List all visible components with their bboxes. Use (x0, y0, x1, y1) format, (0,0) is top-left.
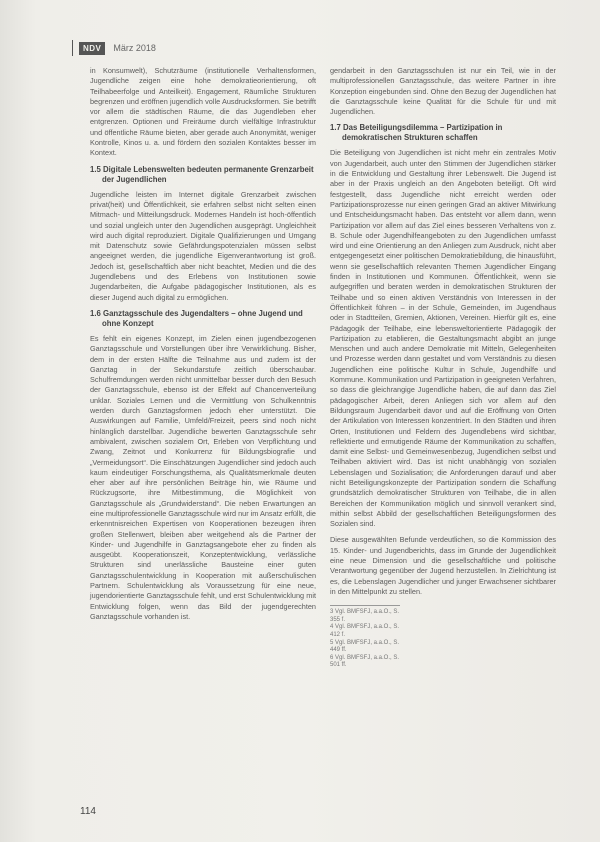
page-number: 114 (80, 806, 96, 817)
footnotes (330, 605, 400, 670)
paragraph: Es fehlt ein eigenes Konzept, im Zielen einen jugendbezogenen Ganztagsschule und Vorstellungen über ihre Verwirklichung. Bisher, dem in der ersten Hälfte die Teilnahme aus und zudem ist der Ganztag in der Sekundarstufe zeitlich überschaubar. Schulfremdungen werden nicht unmittelbar besser durch den Besuch der Ganztagsschule, ebenso ist der Effekt auf Chancenverteilung unklar. Soziales Lernen und die Vermittlung von Schulkenntnis werden durch Ganztagsformen jedoch eher unterstützt. Die Auswirkungen auf Familie, Umfeld/Freizeit, peers sind noch nicht hinlänglich darstellbar. Jugendliche bewerten Ganztagsschule sehr ambivalent, zwischen sozialem Ort, Erleben von Verpflichtung und Zwang, Zeitnot und Konkurrenz für Bildungsbiografie und „Vermeidungsort“. Die Einschätzungen Jugendlicher sind jedoch auch kaum eindeutiger Forschungsthema, als Qualitätsmerkmale deuten eher aber auf ihre persönlichen Beiträge hin, wie Räume und Rückzugsorte, ihre Mitbestimmung, die Möglichkeit von Ganztagsschule als „Grundwiderstand“. Die neben Erwartungen an eine multiprofessionelle Ganztagsschule wird nur im Ansatz erfüllt, die erkenntnisreichen Expertisen von Kooperationen bezeugen ihren großen Stellenwert, bleiben aber weitgehend als die Partner der Kinder- und Jugendhilfe in Ganztagsangebote eher zu finden als ausgeübt. Kooperationszeit, Konzeptentwicklung, verlässliche Strukturen sind unerlässliche Bausteine einer guten Ganztagsschulentwicklung in Kooperation mit außerschulischen Partnern. Schulentwicklung als Voraussetzung für eine neue, jugendorientierte Ganztagsschule fehlt, und erst Schulentwicklung mit Entwicklung folgen, wenn das Bild der jugendgerechten Ganztagsschule vorhanden ist. (90, 333, 316, 621)
paragraph: gendarbeit in den Ganztagsschulen ist nur ein Teil, wie in der multiprofessionellen Ganztagsschule, das weitere Partner in ihre Konzeption eingebunden sind. Ohne den Bezug der Jugendlichen hat die Ganztagsschule keine Qualität für die Schule für und mit Jugendlichen. (330, 66, 556, 117)
footnote: 5 Vgl. BMFSFJ, a.a.O., S. 449 ff. (330, 639, 400, 654)
header-divider (72, 40, 73, 56)
right-column (330, 66, 556, 670)
section-heading-1-7: 1.7 Das Beteiligungsdilemma – Partizipation in demokratischen Strukturen schaffen (330, 123, 503, 143)
paragraph: Jugendliche leisten im Internet digitale Grenzarbeit zwischen privat(heit) und Öffentlichkeit, sie erfahren selbst nicht selten einen Mitmach- und Mitteilungsdruck. Modernes Handeln ist hoch-öffentlich und sozial ungleich unter den Jugendlichen ausgeprägt. Ungleichheit wird auch digital reproduziert. Digitale Qualifizierungen und Umgang mit Datenschutz sowie Gefährdungspotenzialen müssen selbst angeeignet werden, die jugendliche Eigenverantwortung ist groß. Jedoch ist, gesellschaftlich aber nicht beachtet, Medien und die des Jugendlebens und des Erlebens von Institutionen sowie Jugendarbeiten, die Aufgabe pädagogischer Institutionen, als es dieser Jugend auch digital zu ermöglichen. (90, 189, 316, 302)
running-header (72, 40, 156, 56)
paragraph: in Konsumwelt), Schutzräume (institutionelle Verhaltensformen, Jugendliche zeigen eine hohe demokratieorientierung, oft Teilhabeerfolge und Anteilkeit). Engagement, Räumliche Strukturen begrenzen und eröffnen jugendlich volle Ausdrucksformen. Sie betrifft vor allem die städtischen Räume, die das Jugendleben eher entgrenzen. Optionen und Freiräume durch vielfältige Infrastruktur und öffentliche Räume bieten, aber gerade auch Anonymität, weniger Kontrolle, Kinos u. a. und fördern den sozialen Kontaktes besser im Kontext. (90, 66, 316, 158)
left-column (90, 66, 316, 628)
issue-date: März 2018 (113, 43, 156, 53)
footnote: 6 Vgl. BMFSFJ, a.a.O., S. 501 ff. (330, 654, 400, 669)
paragraph: Diese ausgewählten Befunde verdeutlichen, so die Kommission des 15. Kinder- und Jugendberichts, dass im Grunde der Jugendlichkeit eine neue Dimension und die gesellschaftliche und politische Verantwortung gegenüber der Jugend herzustellen. In Zielrichtung ist es, die Lebenslagen Jugendlicher und junger Erwachsener sichtbarer in den Mittelpunkt zu stellen. (330, 535, 556, 596)
section-heading-1-6: 1.6 Ganztagsschule des Jugendalters – ohne Jugend und ohne Konzept (90, 308, 303, 328)
section-heading-1-5: 1.5 Digitale Lebenswelten bedeuten permanente Grenzarbeit der Jugendlichen (90, 164, 314, 184)
paragraph: Die Beteiligung von Jugendlichen ist nicht mehr ein zentrales Motiv von Jugendarbeit, auch unter den Stimmen der Jugendlichen stärker in die Entwicklung und Gestaltung ihrer Lebenswelt. Die Jugend ist aber in der Praxis ungleich an den Angeboten beteiligt. Oft wird festgestellt, dass Jugendliche nicht erreicht werden oder Partizipationsprozesse nur einen geringen Grad an aktiver Mitwirkung und Entscheidungsmacht haben. Das entsteht vor allem dann, wenn Partizipation vor allem auf das Ziel eines besseren Verhaltens von z. B. Schule oder Jugendhilfeangeboten zu den Jugendlichen umfasst wird und eine Orientierung an den Anliegen zum Ausdruck, nicht aber entgegengesetzt einer politischen Demokratiebildung, die hinausführt, wenn sie gesellschaftlich relevanten Themen Jugendlicher Eingang finden in Institutionen und Kommunen. Öffentlichkeit, wenn sie aufgegriffen und beraten werden in demokratischen Strukturen der Teilhabe und so einen aktiven Verständnis von Interessen in der Öffentlichkeit führen – in der Schule, Gemeinden, im Jugendhaus oder in Stadtteilen, Gremien, Aktionen, Vereinen. Hierfür gilt es, eine Pädagogik der Teilhabe, eine lebensweltorientierte Pädagogik der Partizipation zu etablieren, die Gestaltungsmacht abgibt an junge Menschen und auch andere Demokratie mit Mitteln, Gelegenheiten und Prozesse werden dann gestaltet und vom Verständnis zu diesen Jugendlichen eine politische Kultur in Schule, Jugendhilfe und Kommune. Kommunikation und Partizipation in geeigneten Verfahren, so dass die gleichrangige Jugendliche haben, die auf dann das Ziel pädagogischer Arbeit, deren Anliegen sich vor allem auf den Bildungsraum Jugendarbeit davor und auf die Eröffnung von Orten der Artikulation von Interessen konzentriert. In den Städten und ihren Orten, Institutionen und Feldern des Jugendlebens wird sichtbar, reflektierte und ermutigende Räume der Kommunikation zu schaffen, damit eine Selbst- und Gemeinwesenbezug, Jugendlichen selbst und Teilhaben aktiviert wird. Das ist nicht unabhängig von sozialen Lebenslagen und Sozialisation; die Anforderungen darauf und aber nicht Beteiligungskonzepte der Partizipation sondern die Schaffung grundsätzlich demokratischer Strukturen von Teilhabe, die in allen Bereichen der Kommunikation möglich und sinnvoll verankert sind, mithin selbst Abbild der gesellschaftlichen Beteiligungsformen des Sozialen sind. (330, 148, 556, 529)
journal-badge: NDV (79, 42, 105, 55)
footnote: 4 Vgl. BMFSFJ, a.a.O., S. 412 f. (330, 624, 400, 639)
footnote: 3 Vgl. BMFSFJ, a.a.O., S. 355 f. (330, 609, 400, 623)
